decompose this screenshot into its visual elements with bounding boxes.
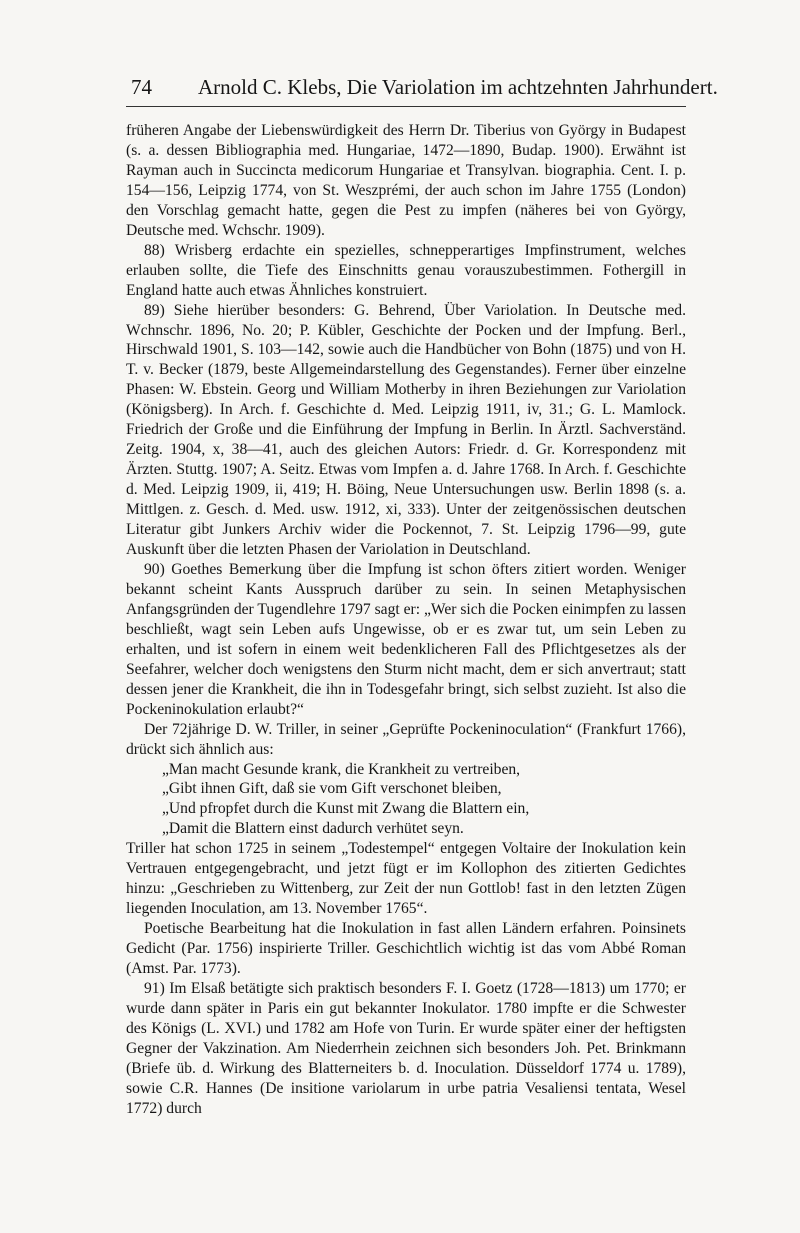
verse-line: „Und pfropfet durch die Kunst mit Zwang die Blattern ein,	[162, 800, 530, 818]
verse-line: „Damit die Blattern einst dadurch verhütet seyn.	[162, 820, 464, 838]
verse-line: „Gibt ihnen Gift, daß sie vom Gift verschonet bleiben,	[162, 780, 502, 798]
triller-paragraph: Der 72jährige D. W. Triller, in seiner „Geprüfte Pockeninoculation“ (Frankfurt 1766), drückt sich ähnlich aus:	[126, 720, 686, 758]
header-rule	[126, 106, 686, 107]
poetic-treatment-paragraph: Poetische Bearbeitung hat die Inokulation in fast allen Ländern erfahren. Poinsinets Gedicht (Par. 1756) inspirierte Triller. Geschichtlich wichtig ist das vom Abbé Roman (Amst. Par. 1773).	[126, 920, 686, 978]
footnote-91: 91) Im Elsaß betätigte sich praktisch besonders F. I. Goetz (1728—1813) um 1770; er wurde dann später in Paris ein gut bekannter Inokulator. 1780 impfte er die Schwester des Königs (L. XVI.) und 1782 am Hofe von Turin. Er wurde später einer der heftigsten Gegner der Vakzination. Am Niederrhein zeichnen sich besonders Joh. Pet. Brinkmann (Briefe üb. d. Wirkung des Blatterneiters b. d. Inoculation. Düsseldorf 1774 u. 1789), sowie C.R. Hannes (De insitione variolarum in urbe patria Vesaliensi tentata, Wesel 1772) durch	[126, 979, 686, 1117]
page-body	[126, 121, 686, 1119]
running-head: Arnold C. Klebs, Die Variolation im achtzehnten Jahrhundert.	[198, 75, 718, 99]
footnote-90: 90) Goethes Bemerkung über die Impfung ist schon öfters zitiert worden. Weniger bekannt scheint Kants Ausspruch darüber zu sein. In seinen Metaphysischen Anfangsgründen der Tugendlehre 1797 sagt er: „Wer sich die Pocken einimpfen zu lassen beschließt, wagt sein Leben aufs Ungewisse, ob er es zwar tut, um sein Leben zu erhalten, und ist sofern in einem weit bedenklicheren Fall des Pflichtgesetzes als der Seefahrer, welcher doch wenigstens den Sturm nicht macht, dem er sich anvertraut; statt dessen jener die Krankheit, die ihn in Todesgefahr bringt, sich selbst zuzieht. Ist also die Pockeninokulation erlaubt?“	[126, 560, 686, 718]
footnote-89: 89) Siehe hierüber besonders: G. Behrend, Über Variolation. In Deutsche med. Wchnschr. 1896, No. 20; P. Kübler, Geschichte der Pocken und der Impfung. Berl., Hirschwald 1901, S. 103—142, sowie auch die Handbücher von Bohn (1875) und von H. T. v. Becker (1879, beste Allgemeindarstellung des Gegenstandes). Ferner über einzelne Phasen: W. Ebstein. Georg und William Motherby in ihren Beziehungen zur Variolation (Königsberg). In Arch. f. Geschichte d. Med. Leipzig 1911, iv, 31.; G. L. Mamlock. Friedrich der Große und die Einführung der Impfung in Berlin. In Ärztl. Sachverständ. Zeitg. 1904, x, 38—41, auch des gleichen Autors: Friedr. d. Gr. Korrespondenz mit Ärzten. Stuttg. 1907; A. Seitz. Etwas vom Impfen a. d. Jahre 1768. In Arch. f. Geschichte d. Med. Leipzig 1909, ii, 419; H. Böing, Neue Untersuchungen usw. Berlin 1898 (s. a. Mittlgen. z. Gesch. d. Med. usw. 1912, xi, 333). Unter der zeitgenössischen deutschen Literatur gibt Junkers Archiv wider die Pockennot, 7. St. Leipzig 1796—99, gute Auskunft über die letzten Phasen der Variolation in Deutschland.	[126, 301, 686, 559]
footnote-continuation: früheren Angabe der Liebenswürdigkeit des Herrn Dr. Tiberius von György in Budapest (s. a. dessen Bibliographia med. Hungariae, 1472—1890, Budap. 1900). Erwähnt ist Rayman auch in Succincta medicorum Hungariae et Transylvan. biographia. Cent. I. p. 154—156, Leipzig 1774, von St. Weszprémi, der auch schon im Jahre 1755 (London) den Vorschlag gemacht hatte, gegen die Pest zu impfen (näheres bei von György, Deutsche med. Wchschr. 1909).	[126, 122, 686, 239]
verse-line: „Man macht Gesunde krank, die Krankheit zu vertreiben,	[162, 760, 521, 778]
page-number: 74	[131, 75, 152, 99]
verse-block	[126, 760, 686, 840]
footnote-88: 88) Wrisberg erdachte ein spezielles, schnepperartiges Impfinstrument, welches erlauben sollte, die Tiefe des Einschnitts genau vorauszubestimmen. Fothergill in England hatte auch etwas Ähnliches konstruiert.	[126, 241, 686, 299]
triller-todestempel-paragraph: Triller hat schon 1725 in seinem „Todestempel“ entgegen Voltaire der Inokulation kein Vertrauen entgegengebracht, und jetzt fügt er im Kollophon des zitierten Gedichtes hinzu: „Geschrieben zu Wittenberg, zur Zeit der nun Gottlob! fast in den letzten Zügen liegenden Inoculation, am 13. November 1765“.	[126, 840, 686, 918]
